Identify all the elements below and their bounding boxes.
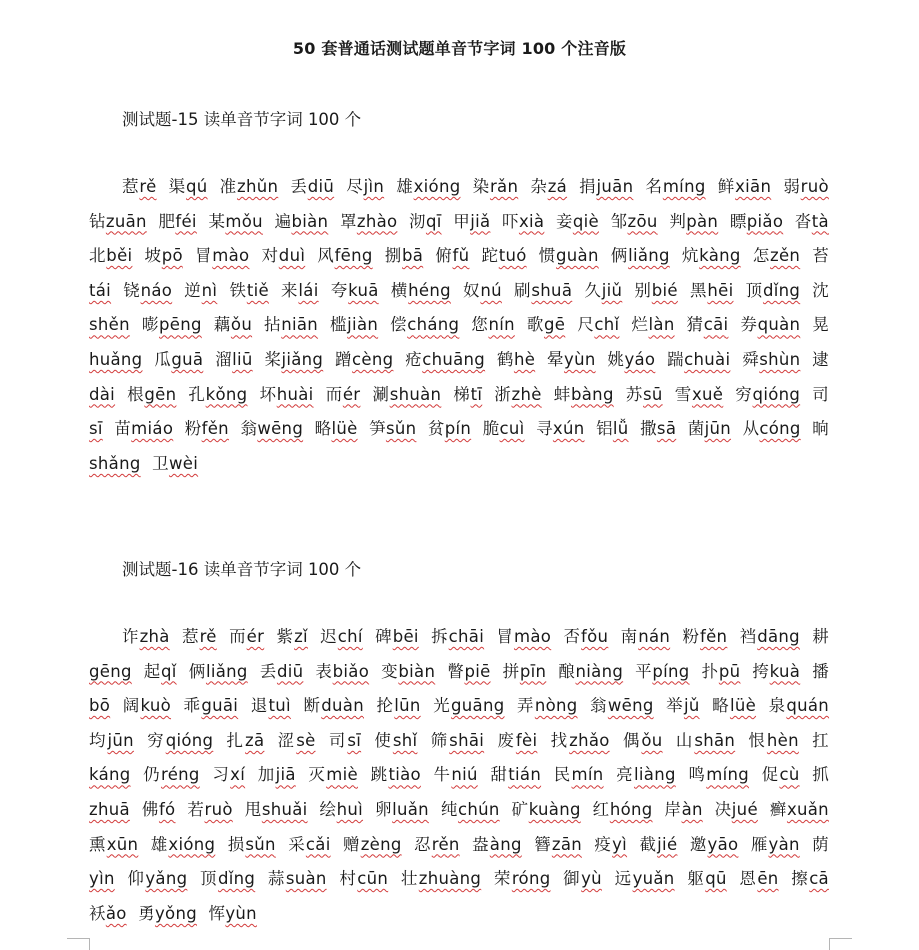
word-entry: 酿niàng [558, 661, 624, 681]
word-entry: 卵luǎn [374, 799, 429, 819]
word-entry: 瞟piǎo [729, 211, 784, 231]
word-entry: 粉fěn [184, 419, 229, 439]
word-entry: 沈shěn [89, 280, 830, 335]
word-entry: 奴nú [463, 280, 502, 300]
word-entry: 罩zhào [339, 211, 398, 231]
word-entry: 岸àn [664, 799, 703, 819]
word-entry: 甲jiǎ [453, 211, 491, 231]
word-entry: 雁yàn [750, 834, 800, 854]
word-entry: 裆dāng [739, 627, 800, 646]
word-entry: 嘭pēng [141, 315, 202, 335]
word-entry: 癣xuǎn [769, 799, 829, 819]
word-entry: 杂zá [530, 177, 568, 196]
word-entry: 蒜suàn [267, 869, 327, 889]
word-entry: 菌jūn [687, 419, 732, 439]
word-entry: 槛jiàn [329, 315, 379, 335]
word-entry: 擦cā [791, 869, 829, 889]
word-entry: 恨hèn [748, 730, 799, 750]
word-entry: 忍rěn [414, 834, 460, 854]
word-entry: 逮dài [89, 349, 829, 404]
word-entry: 勇yǒng [138, 903, 197, 923]
word-entry: 捐juān [579, 177, 634, 196]
word-entry: 偶ǒu [622, 730, 663, 750]
word-entry: 远yuǎn [614, 869, 675, 889]
word-entry: 风fēng [317, 246, 373, 266]
word-entry: 退tuì [250, 696, 291, 716]
word-entry: 横héng [390, 280, 451, 300]
word-entry: 逆nì [184, 280, 218, 300]
word-entry: 踹chuài [667, 349, 731, 369]
word-entry: 苏sū [625, 384, 663, 404]
word-entry: 弄nòng [517, 696, 578, 716]
word-entry: 南nán [620, 627, 671, 646]
word-entry: 尺chǐ [577, 315, 620, 335]
word-entry: 断duàn [303, 696, 364, 716]
word-entry: 惯guàn [538, 246, 599, 266]
word-entry: 而ér [325, 384, 361, 404]
word-entry: 藕ǒu [213, 315, 253, 335]
word-entry: 顶dǐng [745, 280, 801, 300]
word-entry: 冒mào [496, 627, 552, 646]
word-entry: 抡lūn [376, 696, 421, 716]
word-entry: 促cù [761, 765, 800, 785]
word-entry: 红hóng [592, 799, 653, 819]
word-entry: 袄ǎo [89, 903, 127, 923]
word-entry: 撒sā [640, 419, 677, 439]
word-entry: 名míng [645, 177, 706, 196]
word-entry: 甜tián [490, 765, 542, 785]
word-entry: 沓tà [794, 211, 829, 231]
word-entry: 绘huì [319, 799, 364, 819]
word-entry: 熏xūn [89, 834, 139, 854]
word-entry: 久jiǔ [584, 280, 623, 300]
word-entry: 蚌bàng [553, 384, 614, 404]
word-entry: 司sī [89, 384, 829, 439]
word-entry: 略lüè [712, 696, 757, 716]
word-entry: 别bié [634, 280, 678, 300]
word-entry: 迟chí [320, 627, 363, 646]
word-entry: 捌bā [384, 246, 424, 266]
word-entry: 司sī [328, 730, 362, 750]
word-entry: 加jiā [257, 765, 296, 785]
word-entry: 拆chāi [431, 627, 485, 646]
word-entry: 赠zèng [343, 834, 402, 854]
word-entry: 炕kàng [681, 246, 741, 266]
word-entry: 惹rě [122, 177, 157, 196]
word-entry: 习xí [212, 765, 246, 785]
word-entry: 梯tī [453, 384, 483, 404]
word-entry: 山shān [675, 730, 736, 750]
word-entry: 躯qū [687, 869, 727, 889]
word-entry: 仍réng [143, 765, 200, 785]
word-entry: 抓zhuā [89, 765, 830, 819]
word-entry: 截jié [639, 834, 678, 854]
word-entry: 光guāng [433, 696, 505, 716]
word-entry: 鲜xiān [717, 177, 772, 196]
word-entry: 浙zhè [494, 384, 542, 404]
page-corner-mark-right-h [830, 938, 852, 939]
word-entry: 沏qī [409, 211, 442, 231]
word-entry: 纯chún [440, 799, 500, 819]
word-entry: 丢diū [290, 177, 335, 196]
word-entry: 而ér [229, 627, 265, 646]
word-entry: 从cóng [742, 419, 801, 439]
word-entry: 均jūn [89, 730, 134, 750]
word-entry: 变biàn [381, 661, 436, 681]
word-entry: 怎zěn [752, 246, 801, 266]
word-entry: 碑bēi [375, 627, 419, 646]
page-corner-mark-left [89, 938, 90, 950]
word-entry: 晃huǎng [89, 315, 830, 369]
word-entry: 邀yāo [689, 834, 739, 854]
word-entry: 扎zā [226, 730, 265, 750]
word-entry: 筛shāi [430, 730, 485, 750]
word-entry: 俯fǔ [435, 246, 470, 266]
word-entry: 铝lǚ [596, 419, 629, 439]
word-entry: 脆cuì [482, 419, 525, 439]
word-entry: 使shǐ [374, 730, 418, 750]
word-entry: 您nín [471, 315, 515, 335]
word-entry: 黑hēi [690, 280, 734, 300]
word-entry: 找zhǎo [550, 730, 610, 750]
word-entry: 雪xuě [674, 384, 724, 404]
word-entry: 民mín [553, 765, 604, 785]
word-entry: 翁wēng [240, 419, 304, 439]
word-entry: 挎kuà [752, 661, 801, 681]
word-entry: 紫zǐ [276, 627, 308, 646]
word-entry: 券quàn [740, 315, 801, 335]
document-title: 50 套普通话测试题单音节字词 100 个注音版 [292, 39, 627, 58]
word-entry: 牛niú [433, 765, 478, 785]
word-entry: 坏huài [259, 384, 314, 404]
word-entry: 溜liū [215, 349, 253, 369]
word-entry: 俩liǎng [610, 246, 670, 266]
word-entry: 灭miè [308, 765, 358, 785]
word-entry: 佛fó [141, 799, 176, 819]
word-entry: 钻zuān [89, 211, 147, 231]
word-entry: 村cūn [339, 869, 389, 889]
word-entry: 蹭cèng [335, 349, 394, 369]
word-entry: 尽jìn [346, 177, 385, 196]
word-entry: 舜shùn [742, 349, 801, 369]
word-entry: 穷qióng [735, 384, 801, 404]
word-entry: 刷shuā [514, 280, 573, 300]
word-entry: 鹤hè [496, 349, 536, 369]
word-entry: 表biǎo [315, 661, 370, 681]
word-entry: 卫wèi [152, 453, 199, 473]
word-entry: 歌gē [526, 315, 566, 335]
word-entry: 顶dǐng [200, 869, 256, 889]
word-entry: 矿kuàng [511, 799, 581, 819]
word-entry: 瞥piē [447, 661, 491, 681]
word-entry: 壮zhuàng [400, 869, 482, 889]
word-entry: 阔kuò [122, 696, 172, 716]
word-entry: 损sǔn [227, 834, 276, 854]
word-entry: 跳tiào [370, 765, 421, 785]
word-entry: 夸kuā [330, 280, 379, 300]
word-entry: 仰yǎng [127, 869, 188, 889]
word-entry: 泉quán [768, 696, 830, 716]
word-entry: 苔tái [89, 246, 830, 300]
word-entry: 弱ruò [783, 177, 829, 196]
word-entry: 扑pū [701, 661, 741, 681]
word-list-16 [89, 620, 829, 931]
word-entry: 雄xióng [396, 177, 461, 196]
word-entry: 若ruò [187, 799, 233, 819]
word-entry: 肥féi [158, 211, 197, 231]
word-entry: 冒mào [194, 246, 250, 266]
word-entry: 疮chuāng [405, 349, 486, 369]
word-entry: 笋sǔn [369, 419, 417, 439]
word-entry: 耕gēng [89, 627, 830, 681]
word-entry: 苗miáo [114, 419, 174, 439]
word-entry: 俩liǎng [188, 661, 248, 681]
word-entry: 废fèi [497, 730, 538, 750]
word-entry: 铁tiě [229, 280, 269, 300]
word-entry: 翁wēng [590, 696, 654, 716]
word-entry: 渠qú [168, 177, 208, 196]
word-entry: 烂làn [631, 315, 675, 335]
word-entry: 妾qiè [555, 211, 599, 231]
word-entry: 铙náo [123, 280, 173, 300]
word-entry: 对duì [261, 246, 306, 266]
word-entry: 雄xióng [150, 834, 216, 854]
word-entry: 根gēn [127, 384, 177, 404]
word-entry: 瓜guā [154, 349, 204, 369]
word-entry: 穷qióng [147, 730, 214, 750]
word-entry: 簪zān [534, 834, 582, 854]
section-heading-16: 测试题-16 读单音节字词 100 个 [122, 560, 362, 579]
word-entry: 准zhǔn [219, 177, 279, 196]
word-entry: 染rǎn [472, 177, 519, 196]
word-entry: 乖guāi [183, 696, 239, 716]
word-entry: 疫yì [594, 834, 628, 854]
word-entry: 桨jiǎng [264, 349, 324, 369]
word-entry: 寻xún [536, 419, 585, 439]
word-entry: 举jǔ [666, 696, 700, 716]
word-entry: 坡pō [144, 246, 183, 266]
word-entry: 御yù [563, 869, 602, 889]
word-entry: 扛káng [89, 730, 829, 785]
word-entry: 播bō [89, 661, 829, 716]
word-entry: 邹zōu [610, 211, 658, 231]
word-entry: 荣róng [493, 869, 551, 889]
word-entry: 北běi [89, 246, 133, 266]
word-entry: 丢diū [259, 661, 304, 681]
word-entry: 判pàn [669, 211, 719, 231]
word-entry: 偿cháng [390, 315, 460, 335]
page-corner-mark-right [829, 938, 830, 950]
word-entry: 来lái [281, 280, 319, 300]
word-entry: 略lüè [314, 419, 358, 439]
word-entry: 某mǒu [208, 211, 263, 231]
word-entry: 遍biàn [274, 211, 329, 231]
word-entry: 吓xià [502, 211, 545, 231]
word-entry: 荫yìn [89, 834, 829, 889]
word-entry: 跎tuó [481, 246, 527, 266]
word-entry: 起qǐ [143, 661, 177, 681]
word-entry: 决jué [714, 799, 758, 819]
word-entry: 涩sè [277, 730, 316, 750]
word-entry: 拈niān [264, 315, 319, 335]
word-entry: 猜cāi [686, 315, 729, 335]
word-entry: 诈zhà [122, 627, 170, 646]
word-entry: 惹rě [182, 627, 217, 646]
word-entry: 采cǎi [288, 834, 331, 854]
word-entry: 恽yùn [208, 903, 257, 923]
word-entry: 盎àng [472, 834, 522, 854]
section-heading-15: 测试题-15 读单音节字词 100 个 [122, 110, 362, 129]
word-entry: 孔kǒng [188, 384, 248, 404]
word-entry: 粉fěn [682, 627, 728, 646]
word-list-15 [89, 170, 829, 481]
word-entry: 恩ēn [739, 869, 779, 889]
word-entry: 晌shǎng [89, 419, 830, 473]
word-entry: 平píng [635, 661, 690, 681]
word-entry: 亮liàng [616, 765, 676, 785]
page-corner-mark-left-h [67, 938, 89, 939]
word-entry: 涮shuàn [372, 384, 442, 404]
word-entry: 拼pīn [502, 661, 547, 681]
word-entry: 晕yùn [546, 349, 596, 369]
word-entry: 姚yáo [607, 349, 656, 369]
word-entry: 否fǒu [563, 627, 609, 646]
word-entry: 贫pín [427, 419, 472, 439]
word-entry: 鸣míng [688, 765, 750, 785]
word-entry: 甩shuǎi [244, 799, 308, 819]
